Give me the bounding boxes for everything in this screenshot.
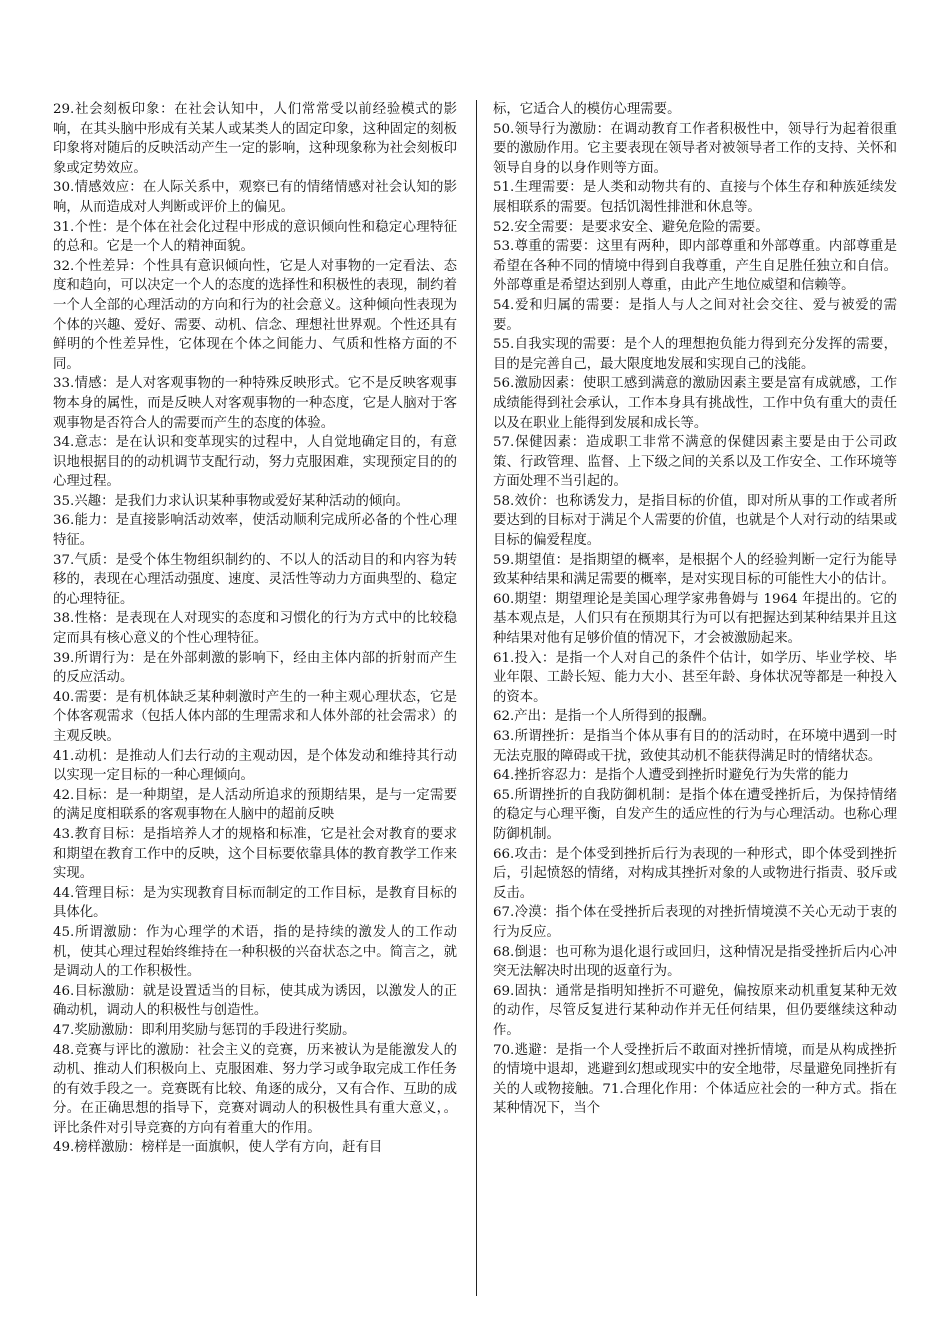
definition-entry: 31.个性：是个体在社会化过程中形成的意识倾向性和稳定心理特征的总和。它是一个人的精神面貌。	[53, 219, 457, 255]
definition-entry: 42.目标：是一种期望，是人活动所追求的预期结果，是与一定需要的满足度相联系的客观事物在人脑中的超前反映	[53, 787, 457, 823]
definition-entry: 70.逃避：是指一个人受挫折后不敢面对挫折情境，而是从构成挫折的情境中退却，逃避到幻想或现实中的安全地带，尽量避免同挫折有关的人或物接触。71.合理化作用：个体适应社会的一种方式。指在某种情况下，当个	[493, 1042, 897, 1117]
definition-entry: 60.期望：期望理论是美国心理学家弗鲁姆与 1964 年提出的。它的基本观点是，人们只有在预期其行为可以有把握达到某种结果并且这种结果对他有足够价值的情况下，才会被激励起来。	[493, 591, 897, 647]
definition-entry: 66.攻击：是个体受到挫折后行为表现的一种形式，即个体受到挫折后，引起愤怒的情绪，对构成其挫折对象的人或物进行指责、驳斥或反击。	[493, 846, 897, 901]
definition-entry: 56.激励因素：使职工感到满意的激励因素主要是富有成就感，工作成绩能得到社会承认，工作本身具有挑战性，工作中负有重大的责任以及在职业上能得到发展和成长等。	[493, 376, 897, 431]
definition-entry: 54.爱和归属的需要：是指人与人之间对社会交往、爱与被爱的需要。	[493, 297, 897, 333]
definition-entry: 46.目标激励：就是设置适当的目标，使其成为诱因，以激发人的正确动机，调动人的积极性与创造性。	[53, 983, 457, 1019]
definition-entry: 48.竞赛与评比的激励：社会主义的竞赛，历来被认为是能激发人的动机、推动人们积极向上、克服困难、努力学习或争取完成工作任务的有效手段之一。竞赛既有比较、角逐的成分，又有合作、互助的成分。在正确思想的指导下，竞赛对调动人的积极性具有重大意义，。评比条件对引导竞赛的方向有着重大的作用。	[53, 1042, 457, 1136]
definition-entry: 52.安全需要：是要求安全、避免危险的需要。	[493, 219, 769, 235]
left-column	[53, 100, 457, 1300]
definition-entry: 44.管理目标：是为实现教育目标而制定的工作目标，是教育目标的具体化。	[53, 885, 457, 921]
definition-entry: 32.个性差异：个性具有意识倾向性，它是人对事物的一定看法、态度和趋向，可以决定一个人的态度的选择性和积极性的表现，制约着一个人全部的心理活动的方向和行为的社会意义。这种倾向性表现为个体的兴趣、爱好、需要、动机、信念、理想社世界观。个性还具有鲜明的个性差异性，它体现在个体之间能力、气质和性格方面的不同。	[53, 258, 457, 372]
definition-entry: 63.所谓挫折：是指当个体从事有目的的活动时，在环境中遇到一时无法克服的障碍或干扰，致使其动机不能获得满足时的情绪状态。	[493, 729, 897, 764]
definition-entry: 59.期望值：是指期望的概率，是根据个人的经验判断一定行为能导致某种结果和满足需要的概率，是对实现目标的可能性大小的估计。	[493, 552, 897, 588]
definition-entry: 65.所谓挫折的自我防御机制：是指个体在遭受挫折后，为保持情绪的稳定与心理平衡，自发产生的适应性的行为与心理活动。也称心理防御机制。	[493, 787, 897, 842]
definition-entry: 29.社会刻板印象：在社会认知中，人们常常受以前经验模式的影响，在其头脑中形成有关某人或某类人的固定印象，这种固定的刻板印象将对随后的反映活动产生一定的影响，这种现象称为社会刻板印象或定势效应。	[53, 102, 457, 176]
definition-entry: 38.性格：是表现在人对现实的态度和习惯化的行为方式中的比较稳定而具有核心意义的个性心理特征。	[53, 611, 457, 647]
definition-entry: 51.生理需要：是人类和动物共有的、直接与个体生存和种族延续发展相联系的需要。包括饥渴性排泄和休息等。	[493, 180, 897, 215]
definition-entry: 39.所谓行为：是在外部刺激的影响下，经由主体内部的折射而产生的反应活动。	[53, 650, 457, 686]
definition-entry: 58.效价：也称诱发力，是指目标的价值，即对所从事的工作或者所要达到的目标对于满足个人需要的价值，也就是个人对行动的结果或目标的偏爱程度。	[493, 493, 897, 549]
definition-entry: 33.情感：是人对客观事物的一种特殊反映形式。它不是反映客观事物本身的属性，而是反映人对客观事物的一种态度，它是人脑对于客观事物是否符合人的需要而产生的态度的体验。	[53, 376, 457, 431]
definition-entry: 45.所谓激励：作为心理学的术语，指的是持续的激发人的工作动机，使其心理过程始终维持在一种积极的兴奋状态之中。简言之，就是调动人的工作积极性。	[53, 924, 457, 980]
definition-entry: 34.意志：是在认识和变革现实的过程中，人自觉地确定目的，有意识地根据目的的动机调节支配行动，努力克服困难，实现预定目的的心理过程。	[53, 435, 457, 490]
definition-entry: 49.榜样激励：榜样是一面旗帜，使人学有方向，赶有目	[53, 1140, 383, 1156]
definition-entry: 41.动机：是推动人们去行动的主观动因，是个体发动和维持其行动以实现一定目标的一种心理倾向。	[53, 748, 457, 784]
definition-entry: 47.奖励激励：即利用奖励与惩罚的手段进行奖励。	[53, 1022, 356, 1038]
definition-entry: 69.固执：通常是指明知挫折不可避免，偏按原来动机重复某种无效的动作，尽管反复进行某种动作并无任何结果，但仍要继续这种动作。	[493, 983, 897, 1038]
right-column	[493, 100, 897, 1300]
definition-entry: 62.产出：是指一个人所得到的报酬。	[493, 709, 716, 725]
definition-entry: 55.自我实现的需要：是个人的理想抱负能力得到充分发挥的需要，目的是完善自己，最大限度地发展和实现自己的浅能。	[493, 337, 897, 372]
definition-entry: 68.倒退：也可称为退化退行或回归，这种情况是指受挫折后内心冲突无法解决时出现的返童行为。	[493, 944, 897, 980]
definition-entry: 36.能力：是直接影响活动效率，使活动顺利完成所必备的个性心理特征。	[53, 513, 457, 549]
column-divider	[476, 100, 477, 1296]
definition-entry: 30.情感效应：在人际关系中，观察已有的情绪情感对社会认知的影响，从而造成对人判断或评价上的偏见。	[53, 180, 457, 215]
definition-entry: 57.保健因素：造成职工非常不满意的保健因素主要是由于公司政策、行政管理、监督、上下级之间的关系以及工作安全、工作环境等方面处理不当引起的。	[493, 435, 897, 490]
definition-entry: 64.挫折容忍力：是指个人遭受到挫折时避免行为失常的能力	[493, 768, 850, 784]
definition-entry: 50.领导行为激励：在调动教育工作者积极性中，领导行为起着很重要的激励作用。它主要表现在领导者对被领导者工作的支持、关怀和领导自身的以身作则等方面。	[493, 121, 897, 176]
definition-entry: 43.教育目标：是指培养人才的规格和标准，它是社会对教育的要求和期望在教育工作中的反映，这个目标要依靠具体的教育教学工作来实现。	[53, 826, 457, 882]
definition-entry: 标，它适合人的模仿心理需要。	[493, 102, 681, 117]
definition-entry: 61.投入：是指一个人对自己的条件个估计，如学历、毕业学校、毕业年限、工龄长短、能力大小、甚至年龄、身体状况等都是一种投入的资本。	[493, 650, 897, 705]
definition-entry: 35.兴趣：是我们力求认识某种事物或爱好某种活动的倾向。	[53, 493, 410, 509]
definition-entry: 67.冷漠：指个体在受挫折后表现的对挫折情境漠不关心无动于衷的行为反应。	[493, 905, 897, 940]
definition-entry: 53.尊重的需要：这里有两种，即内部尊重和外部尊重。内部尊重是希望在各种不同的情境中得到自我尊重，产生自足胜任独立和自信。外部尊重是希望达到别人尊重，由此产生地位威望和信赖等。	[493, 239, 897, 294]
definition-entry: 37.气质：是受个体生物组织制约的、不以人的活动目的和内容为转移的，表现在心理活动强度、速度、灵活性等动力方面典型的、稳定的心理特征。	[53, 552, 457, 607]
definition-entry: 40.需要：是有机体缺乏某种刺激时产生的一种主观心理状态，它是个体客观需求（包括人体内部的生理需求和人体外部的社会需求）的主观反映。	[53, 689, 457, 744]
